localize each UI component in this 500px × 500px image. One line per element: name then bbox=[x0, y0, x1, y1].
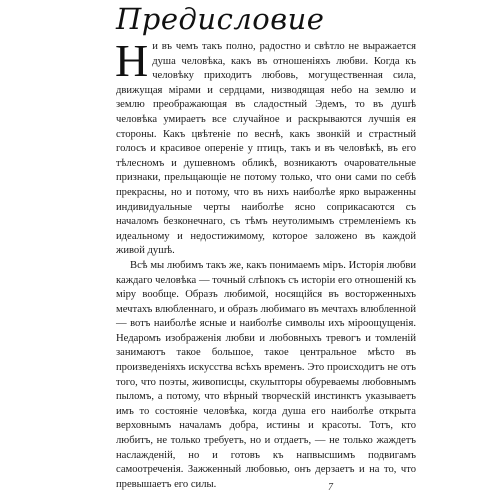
paragraph-1 bbox=[115, 35, 416, 259]
body-text bbox=[115, 35, 416, 492]
paragraph-1-text: и въ чемъ такъ полно, радостно и свѣтло не выражается душа человѣка, какъ въ отношеніяхъ любви. Когда къ человѣку приходитъ любовь, могущественная сила, движущая мірами и сердцами, низводящая небо на землю и землю преображающая въ сладостный Эдемъ, то въ душѣ человѣка умираетъ все случайное и раскрываются лучшія ея стороны. Какъ цвѣтеніе по веснѣ, какъ звонкій и страстный голосъ и красивое опереніе у птицъ, такъ и въ человѣкѣ, въ его тѣлесномъ и душевномъ обликѣ, возникаютъ очаровательные признаки, прельщающіе не потому только, что они сами по себѣ прекрасны, но и потому, что въ нихъ наиболѣе ярко выраженны индивидуальные черты наиболѣе ясно соприкасаются съ началомъ безконечнаго, съ тѣмъ неутолимымъ стремленіемъ къ идеальному и недостижимому, которое заложено въ каждой живой душѣ. bbox=[116, 41, 416, 257]
chapter-heading: Предисловие bbox=[116, 2, 325, 36]
page-number: 7 bbox=[328, 482, 333, 493]
drop-cap: Н bbox=[115, 35, 149, 86]
paragraph-2: Всѣ мы любимъ такъ же, какъ понимаемъ міръ. Исторія любви каждаго человѣка — точный слѣпокъ съ исторіи его отношеній къ міру вообще. Образъ любимой, носящійся въ восторженныхъ мечтахъ влюбленнаго, и образъ любимаго въ мечтахъ влюбленной — вотъ наиболѣе ясные и наиболѣе символы ихъ міроощущенія. Недаромъ изображенія любви и любовныхъ тревогъ и томленій занимаютъ такое большое, такое центральное мѣсто въ произведеніяхъ искусства всѣхъ временъ. Это происходитъ не отъ того, что поэты, живописцы, скульпторы обуреваемы любовнымъ пыломъ, а потому, что вѣрный творческій инстинктъ указываетъ имъ то состояніе человѣка, когда душа его наиболѣе открыта верховнымъ началамъ добра, истины и красоты. Тотъ, кто любитъ, не только требуетъ, но и отдаетъ, — не только жаждетъ наслажденій, но и готовъ къ напвысшимъ подвигамъ самоотреченія. Зажженный любовью, онъ дерзаетъ и на то, что превышаетъ его силы. bbox=[116, 259, 416, 490]
